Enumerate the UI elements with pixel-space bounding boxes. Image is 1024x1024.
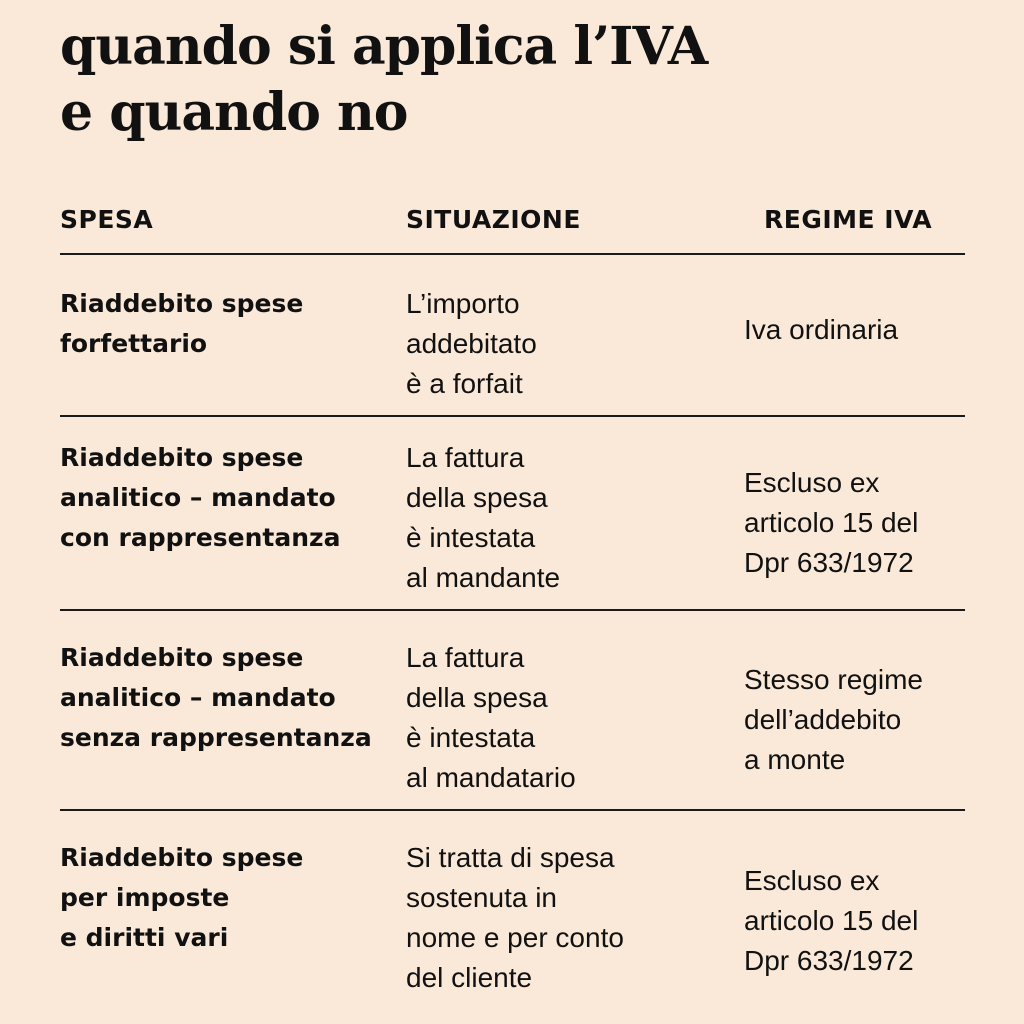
situazione-cell: [406, 438, 560, 598]
title-line-2: e quando no: [60, 82, 408, 143]
spesa-line: analitico – mandato: [60, 683, 336, 712]
situazione-line: Si tratta di spesa: [406, 842, 615, 873]
situazione-line: al mandante: [406, 562, 561, 593]
situazione-line: è intestata: [406, 722, 536, 753]
spesa-line: analitico – mandato: [60, 483, 336, 512]
regime-line: Dpr 633/1972: [744, 945, 914, 976]
page-title: [60, 14, 707, 146]
situazione-cell: [406, 838, 624, 998]
regime-line: a monte: [744, 744, 846, 775]
situazione-line: della spesa: [406, 682, 548, 713]
situazione-line: al mandatario: [406, 762, 576, 793]
regime-line: Stesso regime: [744, 664, 923, 695]
regime-line: articolo 15 del: [744, 905, 919, 936]
situazione-line: L’importo: [406, 288, 520, 319]
spesa-line: Riaddebito spese: [60, 443, 304, 472]
spesa-cell: [60, 284, 303, 364]
spesa-line: forfettario: [60, 329, 208, 358]
header-regime-iva: REGIME IVA: [764, 205, 933, 234]
situazione-line: del cliente: [406, 962, 533, 993]
divider: [60, 415, 965, 417]
header-spesa: SPESA: [60, 205, 154, 234]
situazione-cell: [406, 638, 576, 798]
regime-cell: [744, 861, 918, 981]
spesa-cell: [60, 438, 340, 558]
situazione-line: nome e per conto: [406, 922, 624, 953]
regime-line: Iva ordinaria: [744, 314, 899, 345]
situazione-line: della spesa: [406, 482, 548, 513]
situazione-line: La fattura: [406, 642, 525, 673]
situazione-line: sostenuta in: [406, 882, 557, 913]
title-line-1: quando si applica l’IVA: [60, 16, 708, 77]
header-situazione: SITUAZIONE: [406, 205, 581, 234]
regime-line: Escluso ex: [744, 467, 880, 498]
regime-line: Escluso ex: [744, 865, 880, 896]
situazione-line: addebitato: [406, 328, 537, 359]
spesa-line: Riaddebito spese: [60, 289, 304, 318]
divider: [60, 609, 965, 611]
spesa-line: con rappresentanza: [60, 523, 341, 552]
spesa-cell: [60, 638, 372, 758]
regime-line: Dpr 633/1972: [744, 547, 914, 578]
situazione-line: è intestata: [406, 522, 536, 553]
spesa-line: per imposte: [60, 883, 230, 912]
regime-cell: [744, 463, 918, 583]
situazione-line: La fattura: [406, 442, 525, 473]
regime-line: dell’addebito: [744, 704, 902, 735]
regime-cell: [744, 660, 923, 780]
situazione-cell: [406, 284, 537, 404]
divider: [60, 253, 965, 255]
spesa-cell: [60, 838, 303, 958]
spesa-line: Riaddebito spese: [60, 643, 304, 672]
spesa-line: senza rappresentanza: [60, 723, 372, 752]
regime-cell: [744, 310, 898, 350]
divider: [60, 809, 965, 811]
situazione-line: è a forfait: [406, 368, 523, 399]
spesa-line: e diritti vari: [60, 923, 229, 952]
regime-line: articolo 15 del: [744, 507, 919, 538]
spesa-line: Riaddebito spese: [60, 843, 304, 872]
